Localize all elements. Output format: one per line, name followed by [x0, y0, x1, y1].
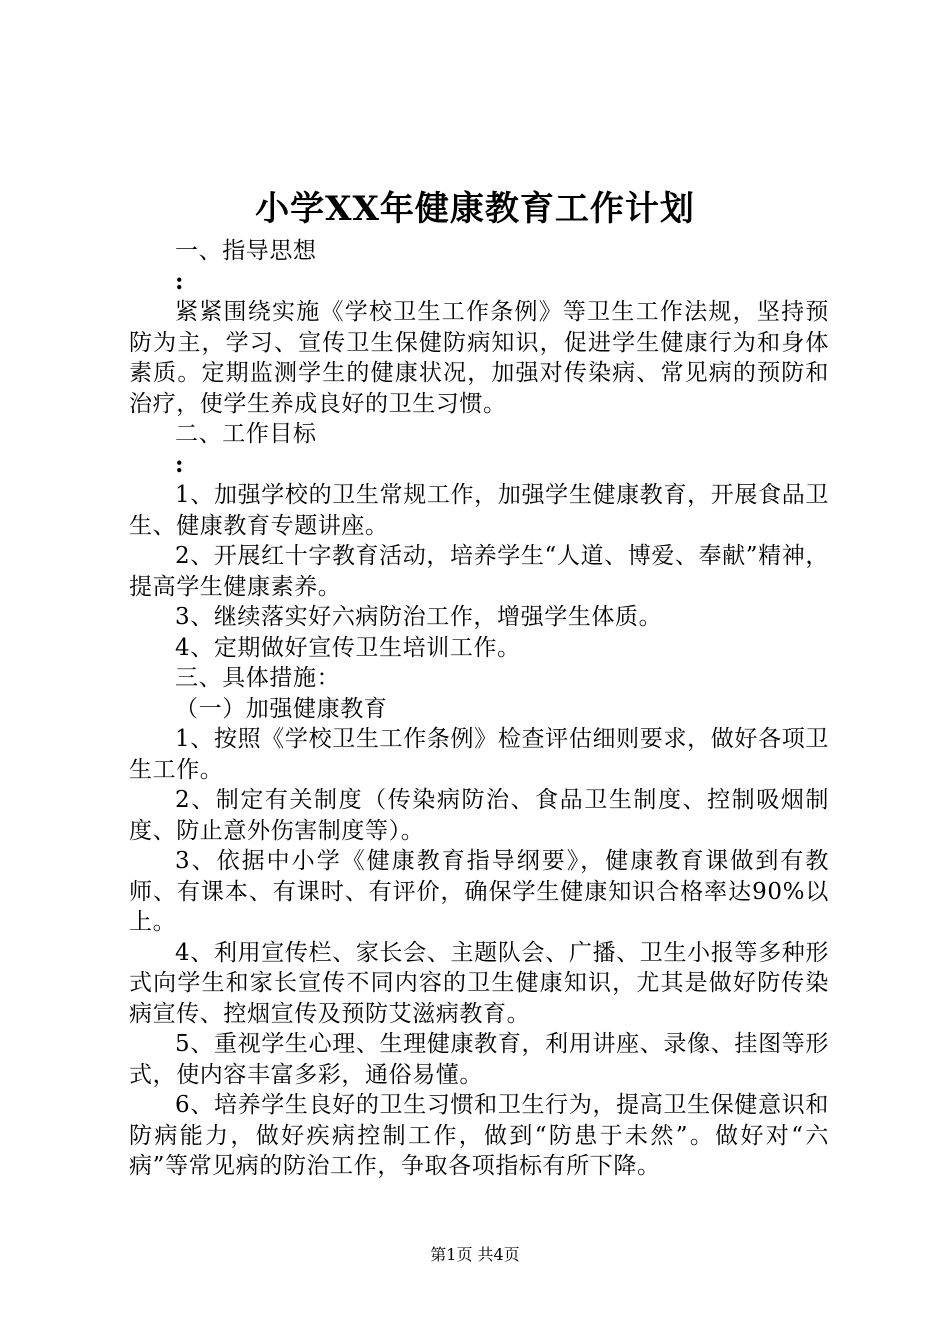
document-body [129, 236, 829, 1182]
paragraph: 4、定期做好宣传卫生培训工作。 [175, 634, 521, 661]
paragraph: 3、继续落实好六病防治工作，增强学生体质。 [175, 604, 663, 630]
document-title: 小学XX年健康教育工作计划 [255, 189, 695, 229]
paragraph: 3、依据中小学《健康教育指导纲要》，健康教育课做到有教师、有课本、有课时、有评价，确保学生健康知识合格率达90%以上。 [129, 848, 829, 935]
section-colon: : [175, 450, 184, 478]
section-heading: 二、工作目标 [175, 421, 317, 447]
paragraph: 5、重视学生心理、生理健康教育，利用讲座、录像、挂图等形式，使内容丰富多彩，通俗易懂。 [129, 1031, 829, 1088]
paragraph: 4、利用宣传栏、家长会、主题队会、广播、卫生小报等多种形式向学生和家长宣传不同内容的卫生健康知识，尤其是做好防传染病宣传、控烟宣传及预防艾滋病教育。 [129, 939, 829, 1027]
page-footer: 第1页 共4页 [430, 1245, 520, 1264]
paragraph: 紧紧围绕实施《学校卫生工作条例》等卫生工作法规，坚持预防为主，学习、宣传卫生保健防病知识，促进学生健康行为和身体素质。定期监测学生的健康状况，加强对传染病、常见病的预防和治疗，使学生养成良好的卫生习惯。 [129, 299, 829, 417]
paragraph: 2、开展红十字教育活动，培养学生“人道、博爱、奉献”精神，提高学生健康素养。 [129, 543, 829, 600]
paragraph: 2、制定有关制度（传染病防治、食品卫生制度、控制吸烟制度、防止意外伤害制度等）。 [129, 787, 829, 844]
paragraph: 6、培养学生良好的卫生习惯和卫生行为，提高卫生保健意识和防病能力，做好疾病控制工作，做到“防患于未然”。做好对“六病”等常见病的防治工作，争取各项指标有所下降。 [129, 1092, 829, 1179]
subsection-heading: （一）加强健康教育 [175, 695, 388, 722]
section-heading: 一、指导思想 [175, 238, 317, 264]
paragraph: 1、按照《学校卫生工作条例》检查评估细则要求，做好各项卫生工作。 [129, 726, 829, 783]
section-heading: 三、具体措施： [175, 665, 341, 691]
paragraph: 1、加强学校的卫生常规工作，加强学生健康教育，开展食品卫生、健康教育专题讲座。 [129, 482, 829, 539]
section-colon: : [175, 267, 184, 295]
